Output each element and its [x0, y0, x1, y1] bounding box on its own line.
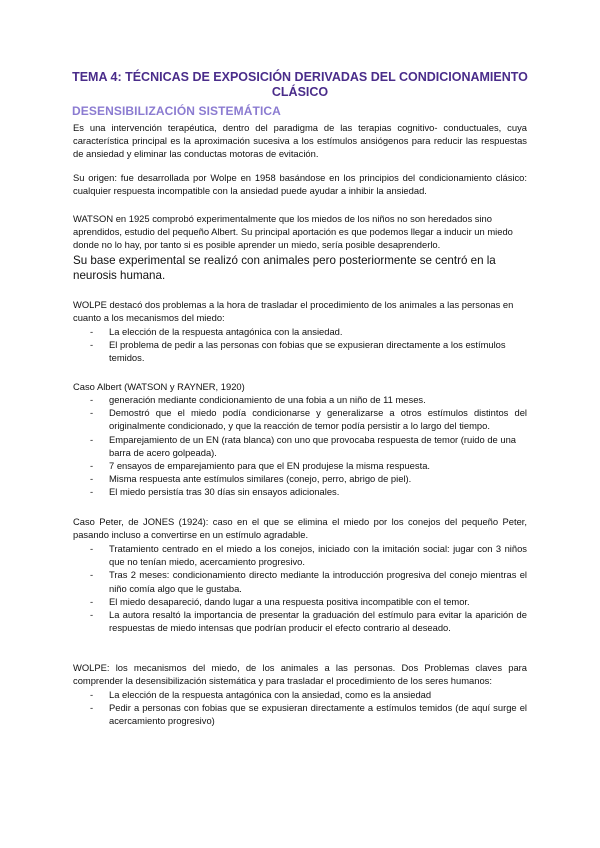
list-item: - La autora resaltó la importancia de presentar la graduación del estímulo para evitar la aparición de respuestas de miedo intensas que podrían producir el efecto contrario al deseado.	[73, 608, 527, 634]
list-item: - El miedo persistía tras 30 días sin ensayos adicionales.	[73, 485, 527, 498]
albert-list	[73, 393, 527, 499]
peter-list	[73, 542, 527, 634]
wolpe2-paragraph: WOLPE: los mecanismos del miedo, de los animales a las personas. Dos Problemas claves para comprender la desensibilización sistemática y para trasladar el procedimiento de los seres humanos:	[73, 662, 527, 687]
list-item: - Demostró que el miedo podía condicionarse y generalizarse a otros estímulos distintos del originalmente condicionado, y que la reacción de temor podía persistir a lo largo del tiempo.	[73, 406, 527, 432]
list-item: - Tratamiento centrado en el miedo a los conejos, iniciado con la imitación social: jugar con 3 niños que no tenían miedo, acercamiento progresivo.	[73, 542, 527, 568]
list-item: - El problema de pedir a las personas con fobias que se expusieran directamente a los estímulos temidos.	[73, 338, 527, 364]
intro-paragraph: Es una intervención terapéutica, dentro del paradigma de las terapias cognitivo- conductuales, cuya característica principal es la aproximación sucesiva a los estímulos ansiógenos para reducir las respuestas de ansiedad y eliminar las conductas motoras de evitación.	[73, 122, 527, 160]
list-item: - Pedir a personas con fobias que se expusieran directamente a estímulos temidos (de aquí surge el acercamiento progresivo)	[73, 701, 527, 727]
origin-paragraph: Su origen: fue desarrollada por Wolpe en 1958 basándose en los principios del condicionamiento clásico: cualquier respuesta incompatible con la ansiedad puede ayudar a inhibir la ansiedad.	[73, 172, 527, 197]
wolpe-list	[73, 325, 527, 365]
peter-paragraph: Caso Peter, de JONES (1924): caso en el que se elimina el miedo por los conejos del pequeño Peter, pasando incluso a convertirse en un estímulo agradable.	[73, 516, 527, 541]
albert-heading: Caso Albert (WATSON y RAYNER, 1920)	[73, 381, 245, 392]
list-item: - La elección de la respuesta antagónica con la ansiedad.	[73, 325, 527, 338]
base-paragraph: Su base experimental se realizó con animales pero posteriormente se centró en la neurosis humana.	[73, 254, 496, 282]
list-item: - El miedo desapareció, dando lugar a una respuesta positiva incompatible con el temor.	[73, 595, 527, 608]
list-item: - Emparejamiento de un EN (rata blanca) con uno que provocaba respuesta de temor (ruido de una barra de acero golpeada).	[73, 433, 527, 459]
section-subtitle: DESENSIBILIZACIÓN SISTEMÁTICA	[72, 104, 281, 118]
list-item: - Tras 2 meses: condicionamiento directo mediante la introducción progresiva del conejo mientras el niño comía algo que le gustaba.	[73, 568, 527, 594]
list-item: - Misma respuesta ante estímulos similares (conejo, perro, abrigo de piel).	[73, 472, 527, 485]
watson-paragraph: WATSON en 1925 comprobó experimentalmente que los miedos de los niños no son heredados sino aprendidos, estudio del pequeño Albert. Su principal aportación es que podemos llegar a inducir un miedo donde no lo hay, por tanto si es posible aprender un miedo, sería posible desaprenderlo.	[73, 213, 513, 251]
wolpe-paragraph: WOLPE destacó dos problemas a la hora de trasladar el procedimiento de los animales a las personas en cuanto a los mecanismos del miedo:	[73, 299, 514, 324]
document-title: TEMA 4: TÉCNICAS DE EXPOSICIÓN DERIVADAS DEL CONDICIONAMIENTO CLÁSICO	[72, 70, 528, 99]
list-item: - generación mediante condicionamiento de una fobia a un niño de 11 meses.	[73, 393, 527, 406]
list-item: - La elección de la respuesta antagónica con la ansiedad, como es la ansiedad	[73, 688, 527, 701]
wolpe2-list	[73, 688, 527, 728]
list-item: - 7 ensayos de emparejamiento para que el EN produjese la misma respuesta.	[73, 459, 527, 472]
